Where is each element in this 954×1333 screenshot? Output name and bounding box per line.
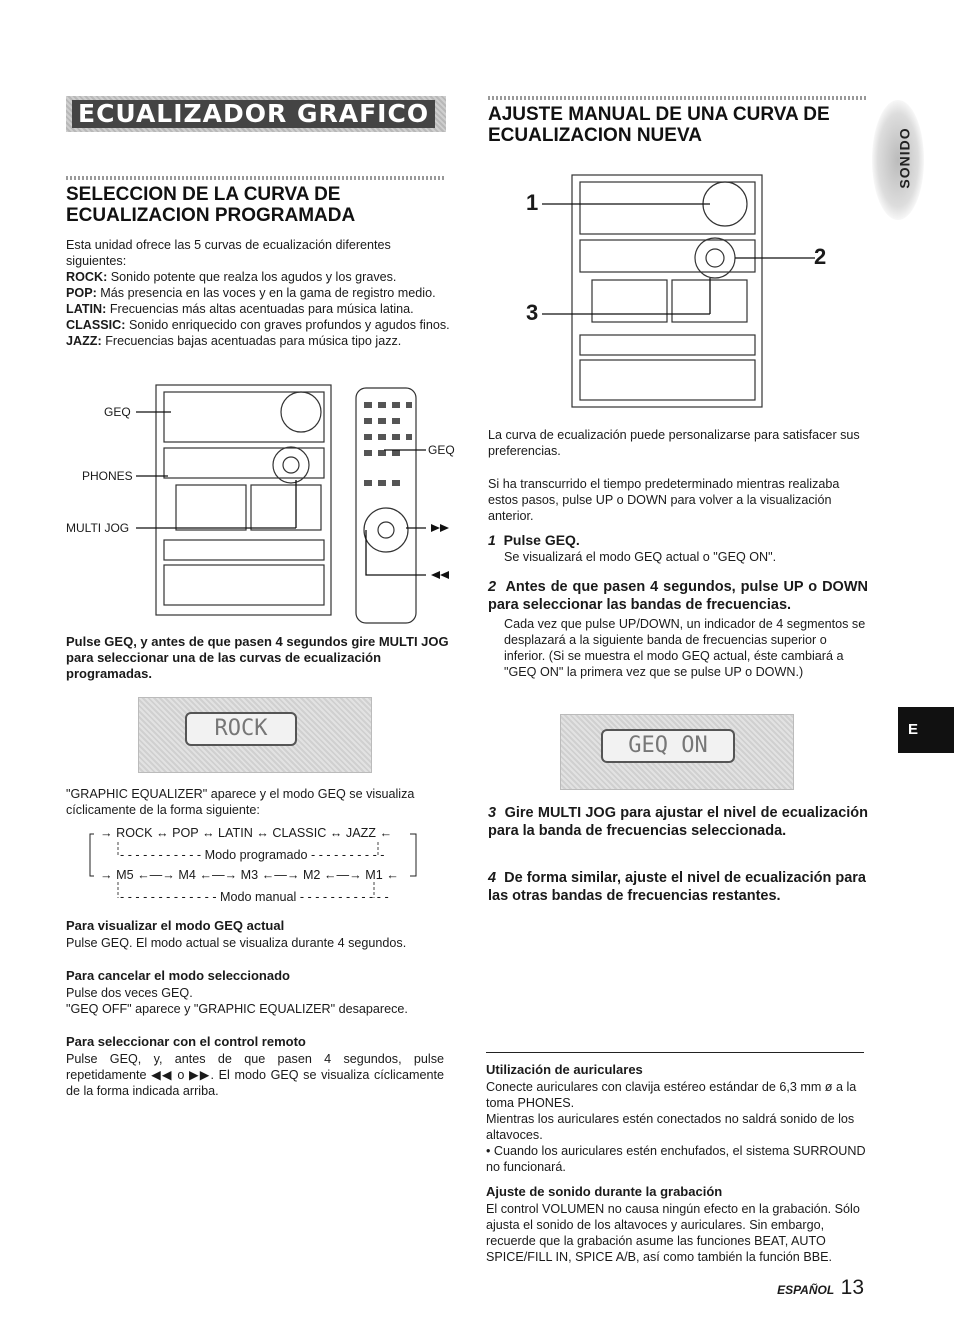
headphones-note: • Cuando los auriculares estén enchufados, el sistema SURROUND no funcionará. xyxy=(486,1144,866,1174)
step-1: 1 Pulse GEQ. Se visualizará el modo GEQ actual o "GEQ ON". xyxy=(488,532,777,564)
headphones-text-2: Mientras los auriculares estén conectados no saldrá sonido de los altavoces. xyxy=(486,1112,855,1142)
multi-jog-label: MULTI JOG xyxy=(66,521,130,535)
side-tab-sonido: SONIDO xyxy=(872,100,924,220)
subheading-remote: Para seleccionar con el control remoto xyxy=(66,1034,306,1049)
section-banner xyxy=(66,96,446,132)
manual-intro-text: La curva de ecualización puede personalizarse para satisfacer sus preferencias. xyxy=(488,428,860,458)
cycle-diagram xyxy=(84,820,424,910)
remote-text: Pulse GEQ, y, antes de que pasen 4 segundos, pulse repetidamente ◀◀ o ▶▶. El modo GEQ se visualiza cíclicamente de la forma indicada arriba. xyxy=(66,1052,444,1098)
section-title-manual: AJUSTE MANUAL DE UNA CURVA DE ECUALIZACION NUEVA xyxy=(488,104,830,146)
subheading-headphones: Utilización de auriculares xyxy=(486,1062,643,1077)
curve-item: LATIN: Frecuencias más altas acentuadas para música latina. xyxy=(66,302,414,316)
curve-item: POP: Más presencia en las voces y en la gama de registro medio. xyxy=(66,286,436,300)
footer-language: ESPAÑOL xyxy=(777,1283,835,1297)
lcd-rock-display xyxy=(138,697,372,773)
subheading-cancel-mode: Para cancelar el modo seleccionado xyxy=(66,968,290,983)
view-mode-text: Pulse GEQ. El modo actual se visualiza durante 4 segundos. xyxy=(66,936,407,950)
instruction-text: Pulse GEQ, y antes de que pasen 4 segundos gire MULTI JOG para seleccionar una de las curvas de ecualización programadas. xyxy=(66,634,449,681)
subheading-view-mode: Para visualizar el modo GEQ actual xyxy=(66,918,285,933)
cycle-text: "GRAPHIC EQUALIZER" aparece y el modo GEQ se visualiza cíclicamente de la forma siguiente: xyxy=(66,787,415,817)
page-footer xyxy=(760,1276,864,1300)
curve-item: JAZZ: Frecuencias bajas acentuadas para música tipo jazz. xyxy=(66,334,402,348)
divider xyxy=(488,96,866,100)
cancel-mode-text-2: "GEQ OFF" aparece y "GRAPHIC EQUALIZER" desaparece. xyxy=(66,1002,408,1016)
intro-text: Esta unidad ofrece las 5 curvas de ecualización diferentes siguientes: xyxy=(66,238,391,268)
lcd-text: GEQ ON xyxy=(601,729,735,763)
callout-2: 2 xyxy=(814,244,827,269)
section-title-programmed: SELECCION DE LA CURVA DE ECUALIZACION PROGRAMADA xyxy=(66,184,356,226)
step-2: 2 Antes de que pasen 4 segundos, pulse UP o DOWN para seleccionar las bandas de frecuencias. Cada vez que pulse UP/DOWN, un indicador de 4 segmentos se desplazará a la siguiente banda de frecuencias superior o inferior. (Si se muestra el modo GEQ actual, éste cambiará a "GEQ ON" la primera vez que se pulse UP o DOWN.) xyxy=(488,579,868,679)
phones-label: PHONES xyxy=(82,469,133,483)
remote-geq-label: GEQ xyxy=(428,443,455,457)
divider xyxy=(66,176,446,180)
timeout-text: Si ha transcurrido el tiempo predeterminado mientras realizaba estos pasos, pulse UP o DOWN para volver a la visualización anterior. xyxy=(488,477,840,523)
step-3: 3 Gire MULTI JOG para ajustar el nivel de ecualización para la banda de frecuencias seleccionada. xyxy=(488,805,869,839)
manual-mode-label: - - - - - - - - - - - - - Modo manual - - - - - - - - - - - - xyxy=(120,890,389,904)
cancel-mode-text: Pulse dos veces GEQ. xyxy=(66,986,193,1000)
callout-3: 3 xyxy=(526,300,539,325)
step-4: 4 De forma similar, ajuste el nivel de ecualización para las otras bandas de frecuencias restantes. xyxy=(488,870,866,904)
callout-1: 1 xyxy=(526,190,539,215)
geq-label: GEQ xyxy=(104,405,131,419)
recording-text: El control VOLUMEN no causa ningún efecto en la grabación. Sólo ajusta el sonido de los altavoces y auriculares. Sin embargo, recuerde que la grabación asume las funciones BEAT, AUTO SPICE/FILL IN, SPICE A/B, así como también la función BBE. xyxy=(486,1202,860,1264)
cycle-row-programmed: → ROCK ↔ POP ↔ LATIN ↔ CLASSIC ↔ JAZZ ← xyxy=(100,826,393,840)
lcd-text: ROCK xyxy=(185,712,297,746)
cycle-row-manual: → M5 ←—→ M4 ←—→ M3 ←—→ M2 ←—→ M1 ← xyxy=(100,868,399,882)
lcd-geq-display xyxy=(560,714,794,790)
curve-item: CLASSIC: Sonido enriquecido con graves profundos y agudos finos. xyxy=(66,318,450,332)
curve-list xyxy=(66,269,450,349)
curve-item: ROCK: Sonido potente que realza los agudos y los graves. xyxy=(66,270,397,284)
page-number: 13 xyxy=(840,1276,864,1299)
side-tab-language: E xyxy=(898,707,954,753)
subheading-recording: Ajuste de sonido durante la grabación xyxy=(486,1184,723,1199)
stereo-remote-figure xyxy=(66,380,466,630)
programmed-mode-label: - - - - - - - - - - - Modo programado - - - - - - - - - - xyxy=(120,848,385,862)
divider xyxy=(486,1052,864,1053)
stereo-figure-steps xyxy=(520,170,840,410)
stereo-illustration xyxy=(520,170,840,410)
banner-title: ECUALIZADOR GRAFICO xyxy=(72,100,435,128)
headphones-text: Conecte auriculares con clavija estéreo estándar de 6,3 mm ø a la toma PHONES. xyxy=(486,1080,857,1110)
